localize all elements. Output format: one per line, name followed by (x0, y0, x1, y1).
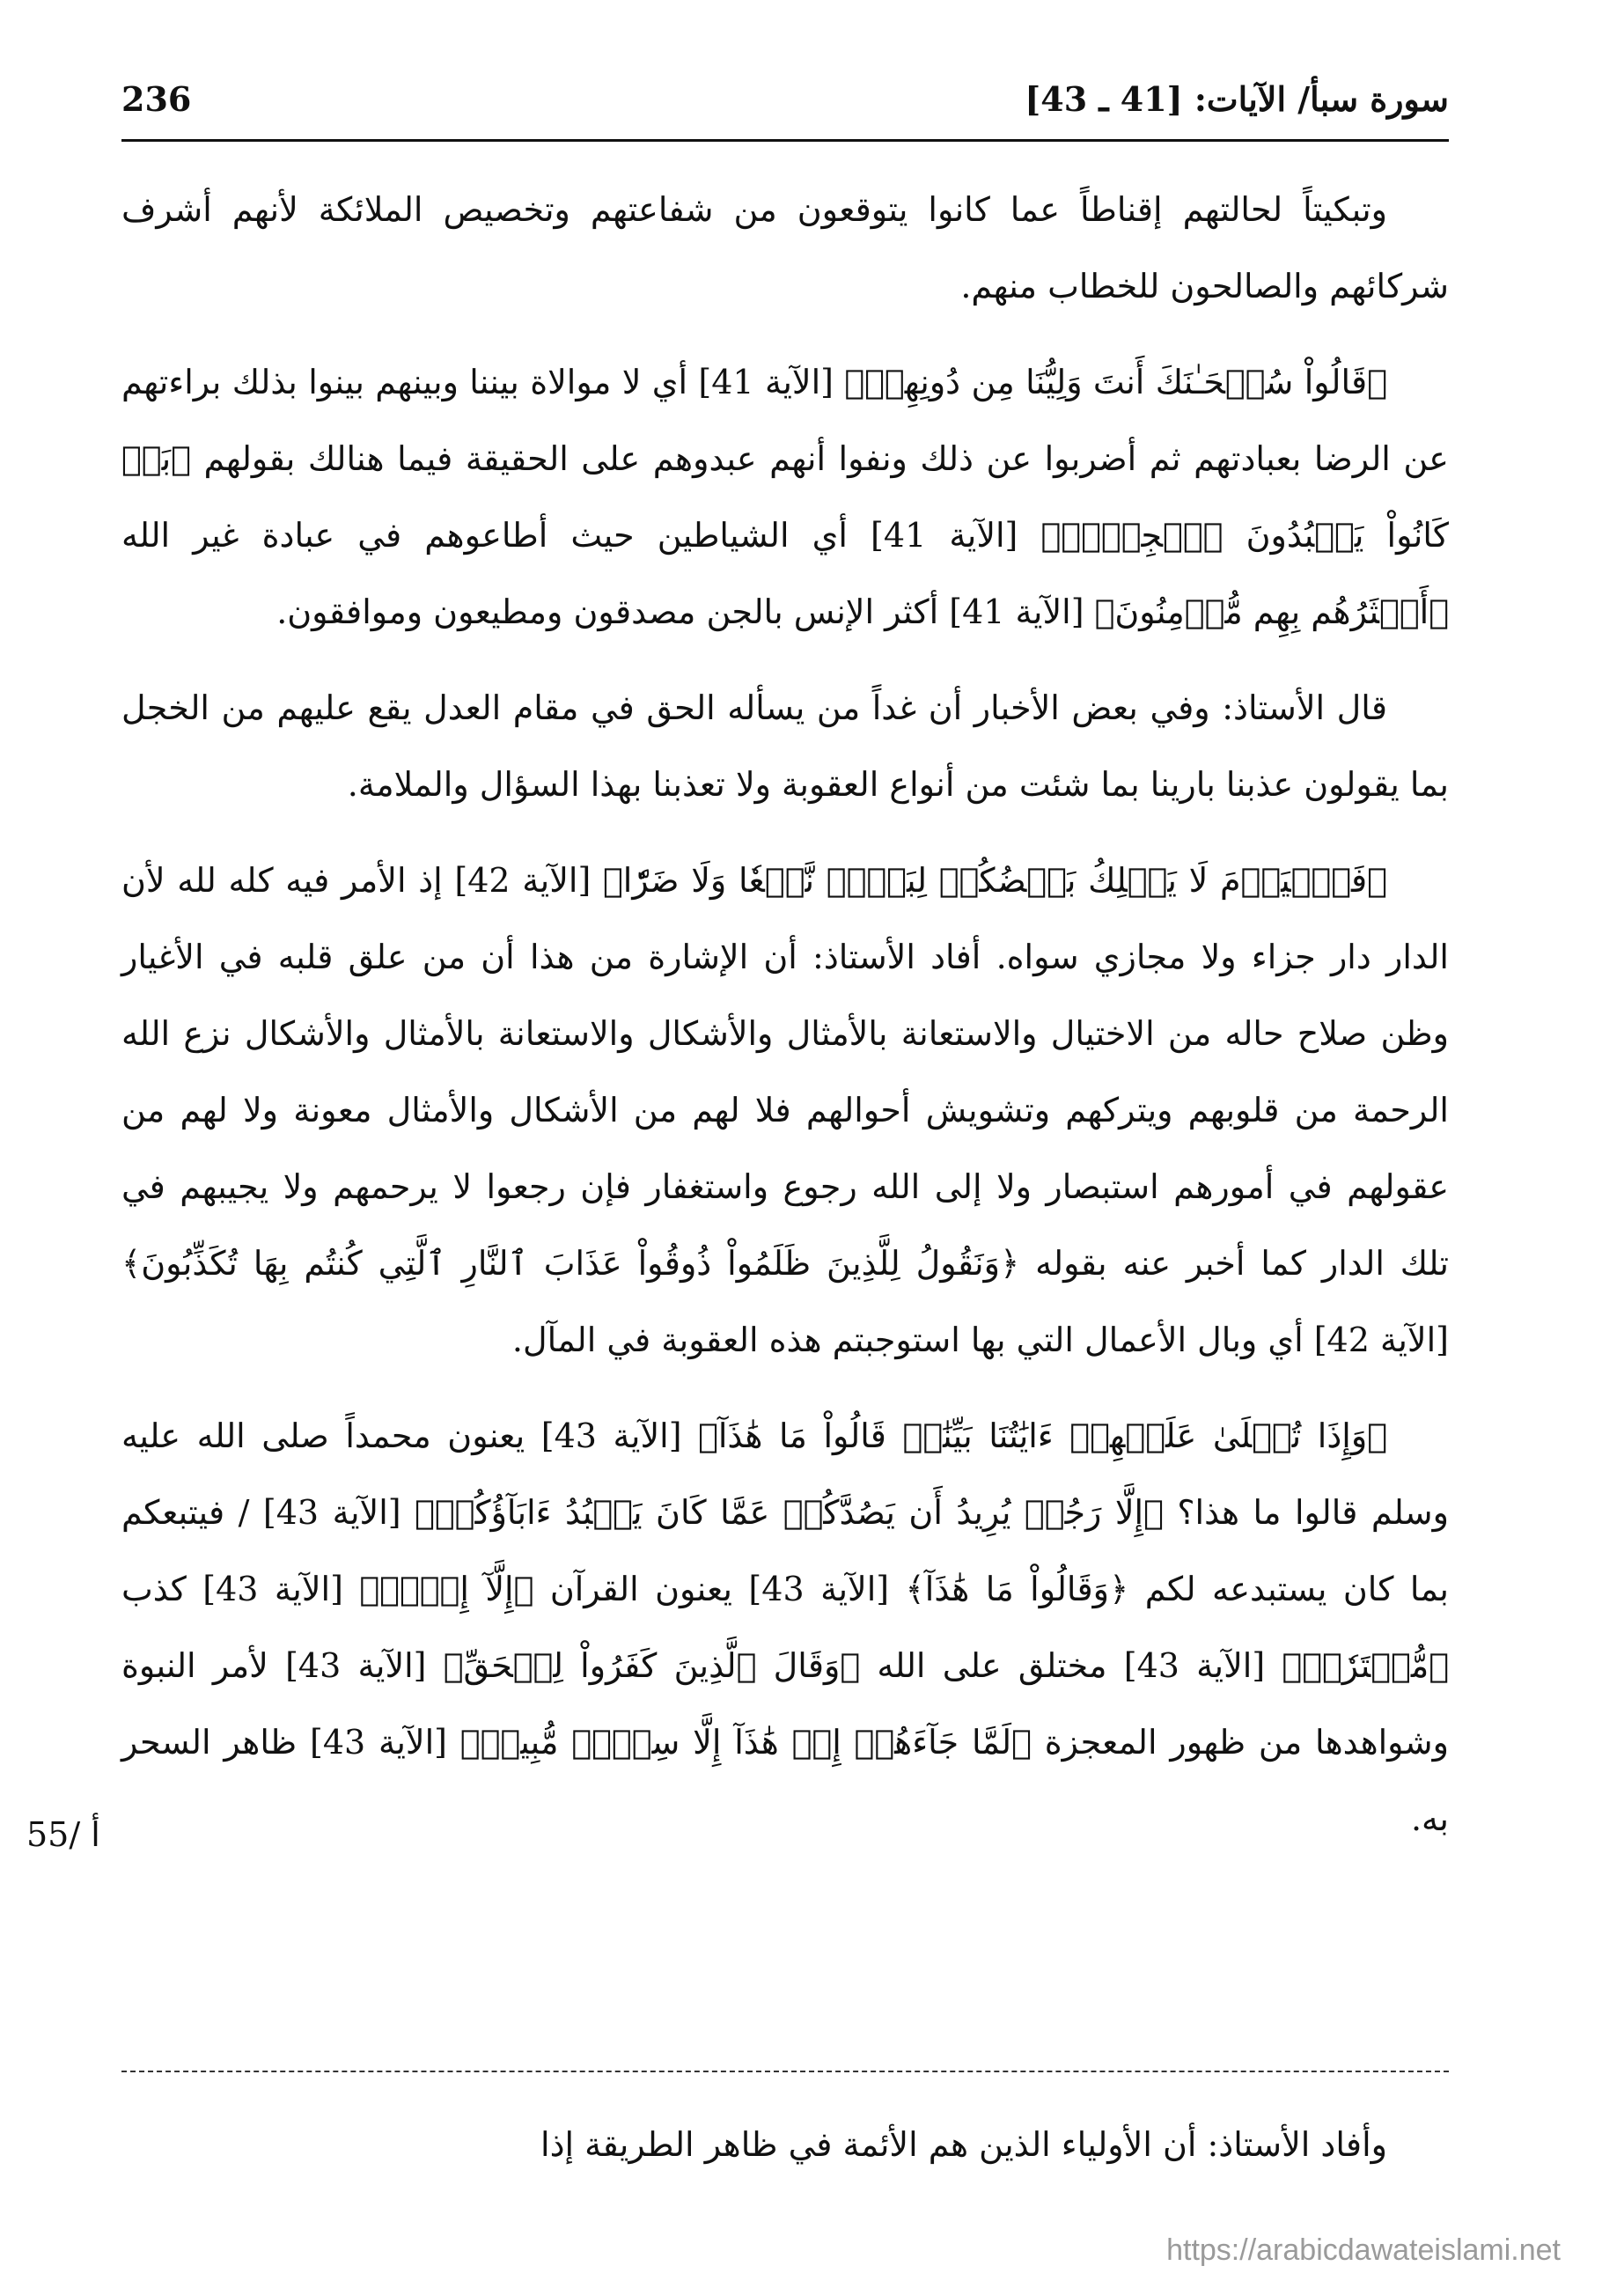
page-number: 236 (121, 79, 192, 119)
header-rule (121, 139, 1449, 142)
body-text (121, 172, 1449, 1877)
watermark-url: https://arabicdawateislami.net (1166, 2233, 1561, 2267)
paragraph-1: وتبكيتاً لحالتهم إقناطاً عما كانوا يتوقعون من شفاعتهم وتخصيص الملائكة لأنهم أشرف شركائهم والصالحون للخطاب منهم. (121, 190, 1449, 305)
manuscript-folio-note: 55/ أ (26, 1815, 100, 1854)
running-title: سورة سبأ/ الآيات: [41 ـ 43] (1025, 79, 1449, 119)
final-line: وأفاد الأستاذ: أن الأولياء الذين هم الأئمة في ظاهر الطريقة إذا (540, 2125, 1387, 2164)
paragraph-3: قال الأستاذ: وفي بعض الأخبار أن غداً من يسأله الحق في مقام العدل يقع عليهم من الخجل بما يقولون عذبنا بارينا بما شئت من أنواع العقوبة ولا تعذبنا بهذا السؤال والملامة. (121, 688, 1449, 804)
page-header (121, 79, 1449, 129)
paragraph-4: ﴿فَٱلۡيَوۡمَ لَا يَمۡلِكُ بَعۡضُكُمۡ لِبَعۡضٖ نَّفۡعٗا وَلَا ضَرّٗا﴾ [الآية 42] إذ الأمر فيه كله لله لأن الدار دار جزاء ولا مجازي سواه. أفاد الأستاذ: أن الإشارة من هذا أن من علق قلبه في الأغيار وظن صلاح حاله من الاختيال والاستعانة بالأمثال والأشكال والاستعانة بالأمثال والأشكال نزع الله الرحمة من قلوبهم ويتركهم وتشويش أحوالهم فلا لهم من الأشكال والأمثال معونة ولا لهم من عقولهم في أمورهم استبصار ولا إلى الله رجوع واستغفار فإن رجعوا لا يرحمهم ولا يجيبهم في تلك الدار كما أخبر عنه بقوله ﴿وَنَقُولُ لِلَّذِينَ ظَلَمُواْ ذُوقُواْ عَذَابَ ٱلنَّارِ ٱلَّتِي كُنتُم بِهَا تُكَذِّبُونَ﴾ [الآية 42] أي وبال الأعمال التي بها استوجبتم هذه العقوبة في المآل. (121, 861, 1449, 1359)
footnote-separator (121, 2071, 1449, 2072)
paragraph-2: ﴿قَالُواْ سُبۡحَـٰنَكَ أَنتَ وَلِيُّنَا مِن دُونِهِمۖ﴾ [الآية 41] أي لا موالاة بيننا وبينهم بينوا بذلك براءتهم عن الرضا بعبادتهم ثم أضربوا عن ذلك ونفوا أنهم عبدوهم على الحقيقة فيما هنالك بقولهم ﴿بَلۡ كَانُواْ يَعۡبُدُونَ ٱلۡجِنَّۖ﴾ [الآية 41] أي الشياطين حيث أطاعوهم في عبادة غير الله ﴿أَكۡثَرُهُم بِهِم مُّؤۡمِنُونَ﴾ [الآية 41] أكثر الإنس بالجن مصدقون ومطيعون وموافقون. (121, 363, 1449, 631)
paragraph-5: ﴿وَإِذَا تُتۡلَىٰ عَلَيۡهِمۡ ءَايَٰتُنَا بَيِّنَٰتٖ قَالُواْ مَا هَٰذَآ﴾ [الآية 43] يعنون محمداً صلى الله عليه وسلم قالوا ما هذا؟ ﴿إِلَّا رَجُلٞ يُرِيدُ أَن يَصُدَّكُمۡ عَمَّا كَانَ يَعۡبُدُ ءَابَآؤُكُمۡ﴾ [الآية 43] / فيتبعكم بما كان يستبدعه لكم ﴿وَقَالُواْ مَا هَٰذَآ﴾ [الآية 43] يعنون القرآن ﴿إِلَّآ إِفۡكٞ﴾ [الآية 43] كذب ﴿مُّفۡتَرٗىۚ﴾ [الآية 43] مختلق على الله ﴿وَقَالَ ٱلَّذِينَ كَفَرُواْ لِلۡحَقِّ﴾ [الآية 43] لأمر النبوة وشواهدها من ظهور المعجزة ﴿لَمَّا جَآءَهُمۡ إِنۡ هَٰذَآ إِلَّا سِحۡرٞ مُّبِينٞ﴾ [الآية 43] ظاهر السحر به. (121, 1416, 1449, 1838)
